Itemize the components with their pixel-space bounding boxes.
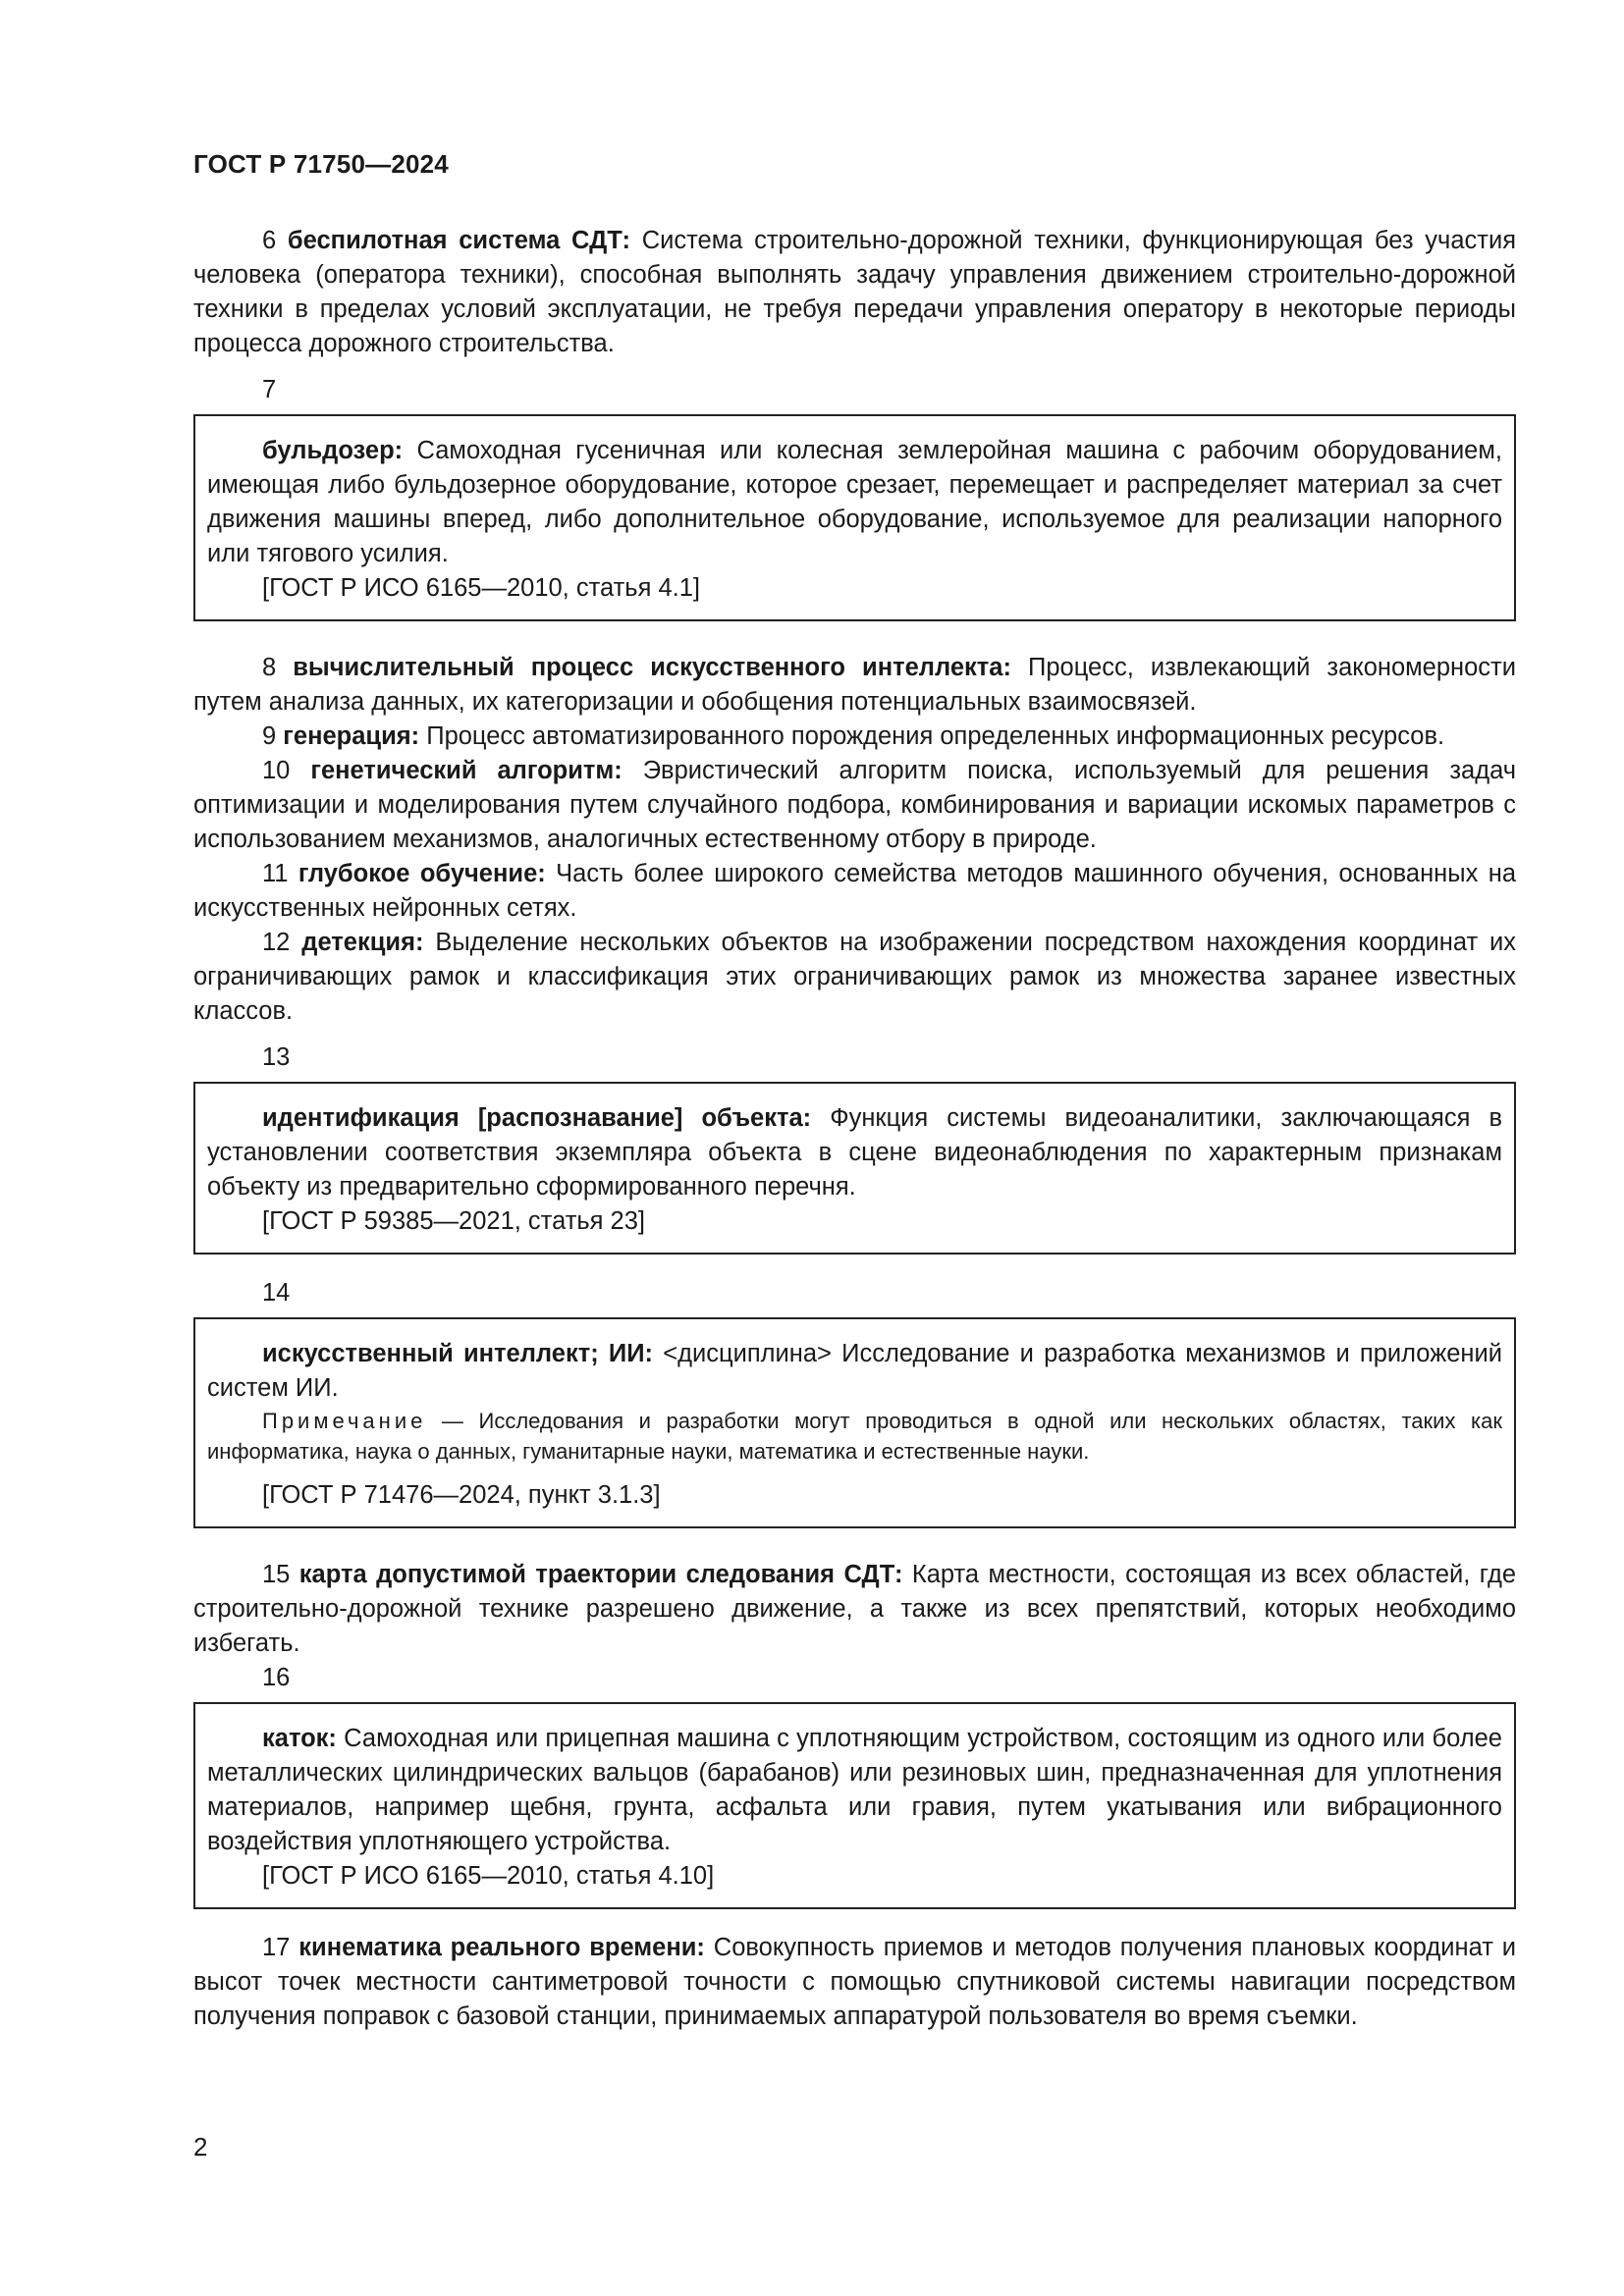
term-definition: Процесс автоматизированного порождения определенных информационных ресурсов. <box>419 722 1445 750</box>
term-entry <box>193 224 1516 361</box>
term-source: [ГОСТ Р ИСО 6165—2010, статья 4.10] <box>262 1862 715 1890</box>
term-name: карта допустимой траектории следования СДТ: <box>298 1561 903 1588</box>
term-definition: Выделение нескольких объектов на изображении посредством нахождения координат их ограничивающих рамок и классификация этих ограничивающих рамок из множества заранее известных классов. <box>193 929 1516 1025</box>
term-source: [ГОСТ Р 71476—2024, пункт 3.1.3] <box>262 1481 661 1509</box>
term-name: генетический алгоритм: <box>310 757 623 784</box>
page-number: 2 <box>193 2132 208 2162</box>
quoted-definition-box <box>193 414 1516 621</box>
term-number: 17 <box>262 1934 291 1961</box>
term-definition: Карта местности, состоящая из всех областей, где строительно-дорожной технике разрешено движение, а также из всех препятствий, которых необходимо избегать. <box>193 1561 1517 1657</box>
term-name: каток: <box>262 1725 337 1752</box>
term-entry <box>193 857 1516 926</box>
term-definition: Функция системы видеоаналитики, заключающаяся в установлении соответствия экземпляра объекта в сцене видеонаблюдения по характерным признакам объекту из предварительно сформированного перечня. <box>207 1104 1502 1201</box>
term-number: 15 <box>262 1561 291 1588</box>
term-definition: Самоходная гусеничная или колесная землеройная машина с рабочим оборудованием, имеющая либо бульдозерное оборудование, которое срезает, перемещает и распределяет материал за счет движения машины вперед, либо дополнительное оборудование, используемое для реализации напорного или тягового усилия. <box>207 437 1502 567</box>
term-definition: Процесс, извлекающий закономерности путем анализа данных, их категоризации и обобщения потенциальных взаимосвязей. <box>193 654 1516 716</box>
note-text: — Исследования и разработки могут проводиться в одной или нескольких областях, таких как информатика, наука о данных, гуманитарные науки, математика и естественные науки. <box>207 1409 1502 1464</box>
term-entry <box>193 1931 1516 2034</box>
terms-list <box>193 224 1516 2034</box>
term-name: кинематика реального времени: <box>298 1934 705 1961</box>
quoted-definition-box <box>193 1702 1516 1909</box>
term-definition: Совокупность приемов и методов получения плановых координат и высот точек местности сантиметровой точности с помощью спутниковой системы навигации посредством получения поправок с базовой станции, принимаемых аппаратурой пользователя во время съемки. <box>193 1934 1516 2030</box>
term-definition: Система строительно-дорожной техники, функционирующая без участия человека (оператора техники), способная выполнять задачу управления движением строительно-дорожной техники в пределах условий эксплуатации, не требуя передачи управления оператору в некоторые периоды процесса дорожного строительства. <box>193 227 1517 357</box>
term-note <box>207 1406 1502 1467</box>
term-number: 10 <box>262 757 291 784</box>
term-entry <box>193 926 1516 1029</box>
term-number: 13 <box>262 1043 291 1071</box>
term-entry <box>207 1337 1502 1406</box>
note-label: Примечание <box>262 1409 427 1433</box>
term-entry <box>193 1558 1516 1661</box>
term-name: искусственный интеллект; ИИ: <box>262 1340 654 1367</box>
term-entry <box>193 720 1516 754</box>
term-definition: Часть более широкого семейства методов машинного обучения, основанных на искусственных нейронных сетях. <box>193 860 1517 922</box>
term-number: 6 <box>262 227 277 254</box>
term-name: идентификация [распознавание] объекта: <box>262 1104 812 1132</box>
term-number: 9 <box>262 722 277 750</box>
term-number: 11 <box>262 860 289 887</box>
term-number: 7 <box>262 376 277 403</box>
term-entry <box>207 434 1502 571</box>
term-definition: <дисциплина> Исследование и разработка механизмов и приложений систем ИИ. <box>207 1340 1502 1402</box>
document-id: ГОСТ Р 71750—2024 <box>193 149 449 179</box>
term-definition: Эвристический алгоритм поиска, используемый для решения задач оптимизации и моделирования путем случайного подбора, комбинирования и вариации искомых параметров с использованием механизмов, аналогичных естественному отбору в природе. <box>193 757 1516 853</box>
quoted-definition-box <box>193 1317 1516 1528</box>
term-name: детекция: <box>301 929 424 956</box>
term-entry <box>207 1722 1502 1859</box>
term-entry <box>193 754 1516 857</box>
term-number: 8 <box>262 654 277 681</box>
term-name: глубокое обучение: <box>298 860 546 887</box>
term-definition: Самоходная или прицепная машина с уплотняющим устройством, состоящим из одного или более металлических цилиндрических вальцов (барабанов) или резиновых шин, предназначенная для уплотнения материалов, например щебня, грунта, асфальта или гравия, путем укатывания или вибрационного воздействия уплотняющего устройства. <box>207 1725 1502 1855</box>
term-source: [ГОСТ Р ИСО 6165—2010, статья 4.1] <box>262 574 701 602</box>
term-name: генерация: <box>283 722 420 750</box>
quoted-definition-box <box>193 1082 1516 1255</box>
term-source: [ГОСТ Р 59385—2021, статья 23] <box>262 1207 645 1235</box>
term-entry <box>207 1101 1502 1204</box>
term-number: 16 <box>262 1664 291 1691</box>
term-name: вычислительный процесс искусственного интеллекта: <box>293 654 1011 681</box>
term-entry <box>193 651 1516 720</box>
term-name: бульдозер: <box>262 437 404 464</box>
term-name: беспилотная система СДТ: <box>287 227 630 254</box>
term-number: 12 <box>262 929 291 956</box>
term-number: 14 <box>262 1279 291 1307</box>
